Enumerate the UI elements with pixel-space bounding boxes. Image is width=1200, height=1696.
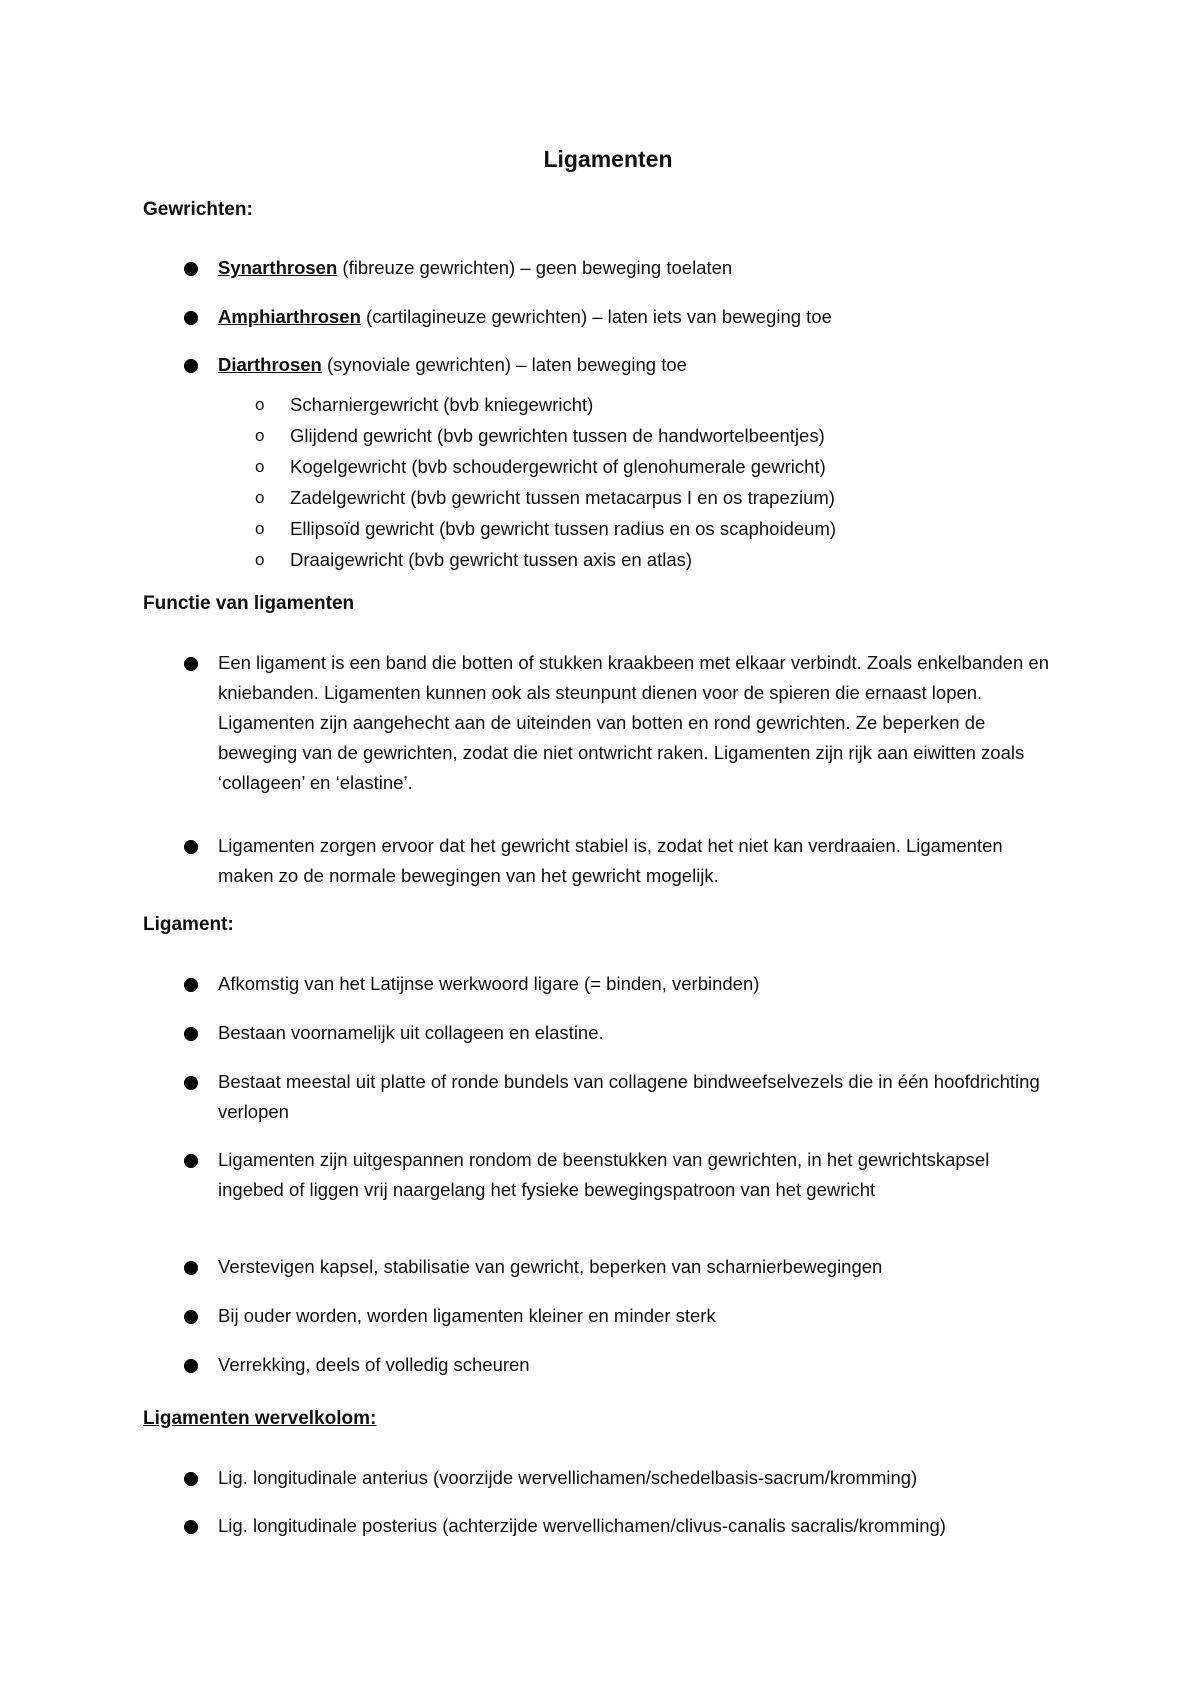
list-item-text: Verrekking, deels of volledig scheuren bbox=[218, 1354, 530, 1375]
sub-bullet-icon: o bbox=[255, 488, 265, 507]
sub-bullet-icon: o bbox=[255, 457, 265, 476]
bullet-icon bbox=[184, 978, 198, 992]
term-diarthrosen: Diarthrosen bbox=[218, 354, 322, 375]
heading-gewrichten: Gewrichten: bbox=[143, 199, 253, 220]
heading-ligament: Ligament: bbox=[143, 914, 234, 935]
sub-list-item-text: Draaigewricht (bvb gewricht tussen axis en atlas) bbox=[290, 549, 693, 570]
list-item-text bbox=[218, 350, 1058, 380]
heading-functie: Functie van ligamenten bbox=[143, 593, 355, 614]
bullet-icon bbox=[184, 1076, 198, 1090]
list-item-text: Verstevigen kapsel, stabilisatie van gewricht, beperken van scharnierbewegingen bbox=[218, 1256, 883, 1277]
list-item-text: Ligamenten zorgen ervoor dat het gewricht stabiel is, zodat het niet kan verdraaien. Ligamenten maken zo de normale bewegingen van het gewricht mogelijk. bbox=[218, 835, 1003, 886]
bullet-icon bbox=[184, 311, 198, 325]
term-synarthrosen: Synarthrosen bbox=[218, 257, 338, 278]
list-item-text: Lig. longitudinale posterius (achterzijde wervellichamen/clivus-canalis sacralis/kromming) bbox=[218, 1515, 946, 1536]
term-amphiarthrosen: Amphiarthrosen bbox=[218, 306, 361, 327]
bullet-icon bbox=[184, 1154, 198, 1168]
list-item-text: Ligamenten zijn uitgespannen rondom de beenstukken van gewrichten, in het gewrichtskapsel ingebed of liggen vrij naargelang het fysieke bewegingspatroon van het gewricht bbox=[218, 1149, 990, 1200]
bullet-icon bbox=[184, 262, 198, 276]
heading-wervelkolom: Ligamenten wervelkolom: bbox=[143, 1408, 377, 1429]
bullet-icon bbox=[184, 1261, 198, 1275]
sub-bullet-icon: o bbox=[255, 426, 265, 445]
sub-list-item-text: Scharniergewricht (bvb kniegewricht) bbox=[290, 394, 594, 415]
sub-list-item-text: Glijdend gewricht (bvb gewrichten tussen de handwortelbeentjes) bbox=[290, 425, 825, 446]
list-item-text bbox=[218, 253, 1058, 283]
list-item-text: Een ligament is een band die botten of stukken kraakbeen met elkaar verbindt. Zoals enkelbanden en kniebanden. Ligamenten kunnen ook als steunpunt dienen voor de spieren die ernaast lopen. Ligamenten zijn aangehecht aan de uiteinden van botten en rond gewrichten. Ze beperken de beweging van de gewrichten, zodat die niet ontwricht raken. Ligamenten zijn rijk aan eiwitten zoals ‘collageen’ en ‘elastine’. bbox=[218, 652, 1049, 793]
sub-list-item-text: Ellipsoïd gewricht (bvb gewricht tussen radius en os scaphoideum) bbox=[290, 518, 837, 539]
list-item-text: Bestaan voornamelijk uit collageen en elastine. bbox=[218, 1022, 604, 1043]
bullet-icon bbox=[184, 359, 198, 373]
bullet-icon bbox=[184, 1472, 198, 1486]
sub-bullet-icon: o bbox=[255, 395, 265, 414]
sub-list-item-text: Kogelgewricht (bvb schoudergewricht of glenohumerale gewricht) bbox=[290, 456, 826, 477]
term-description: (fibreuze gewrichten) – geen beweging toelaten bbox=[337, 257, 733, 278]
bullet-icon bbox=[184, 1520, 198, 1534]
bullet-icon bbox=[184, 1027, 198, 1041]
bullet-icon bbox=[184, 840, 198, 854]
sub-list-item-text: Zadelgewricht (bvb gewricht tussen metacarpus I en os trapezium) bbox=[290, 487, 835, 508]
list-item-text: Lig. longitudinale anterius (voorzijde wervellichamen/schedelbasis-sacrum/kromming) bbox=[218, 1467, 918, 1488]
term-description: (cartilagineuze gewrichten) – laten iets van beweging toe bbox=[360, 306, 832, 327]
list-item-text: Bij ouder worden, worden ligamenten kleiner en minder sterk bbox=[218, 1305, 716, 1326]
bullet-icon bbox=[184, 1310, 198, 1324]
list-item-text bbox=[218, 302, 1058, 332]
page-title: Ligamenten bbox=[543, 146, 673, 172]
sub-bullet-icon: o bbox=[255, 519, 265, 538]
list-item-text: Bestaat meestal uit platte of ronde bundels van collagene bindweefselvezels die in één hoofdrichting verlopen bbox=[218, 1071, 1040, 1122]
list-item-text: Afkomstig van het Latijnse werkwoord ligare (= binden, verbinden) bbox=[218, 973, 760, 994]
sub-bullet-icon: o bbox=[255, 550, 265, 569]
bullet-icon bbox=[184, 1359, 198, 1373]
term-description: (synoviale gewrichten) – laten beweging toe bbox=[321, 354, 687, 375]
bullet-icon bbox=[184, 657, 198, 671]
